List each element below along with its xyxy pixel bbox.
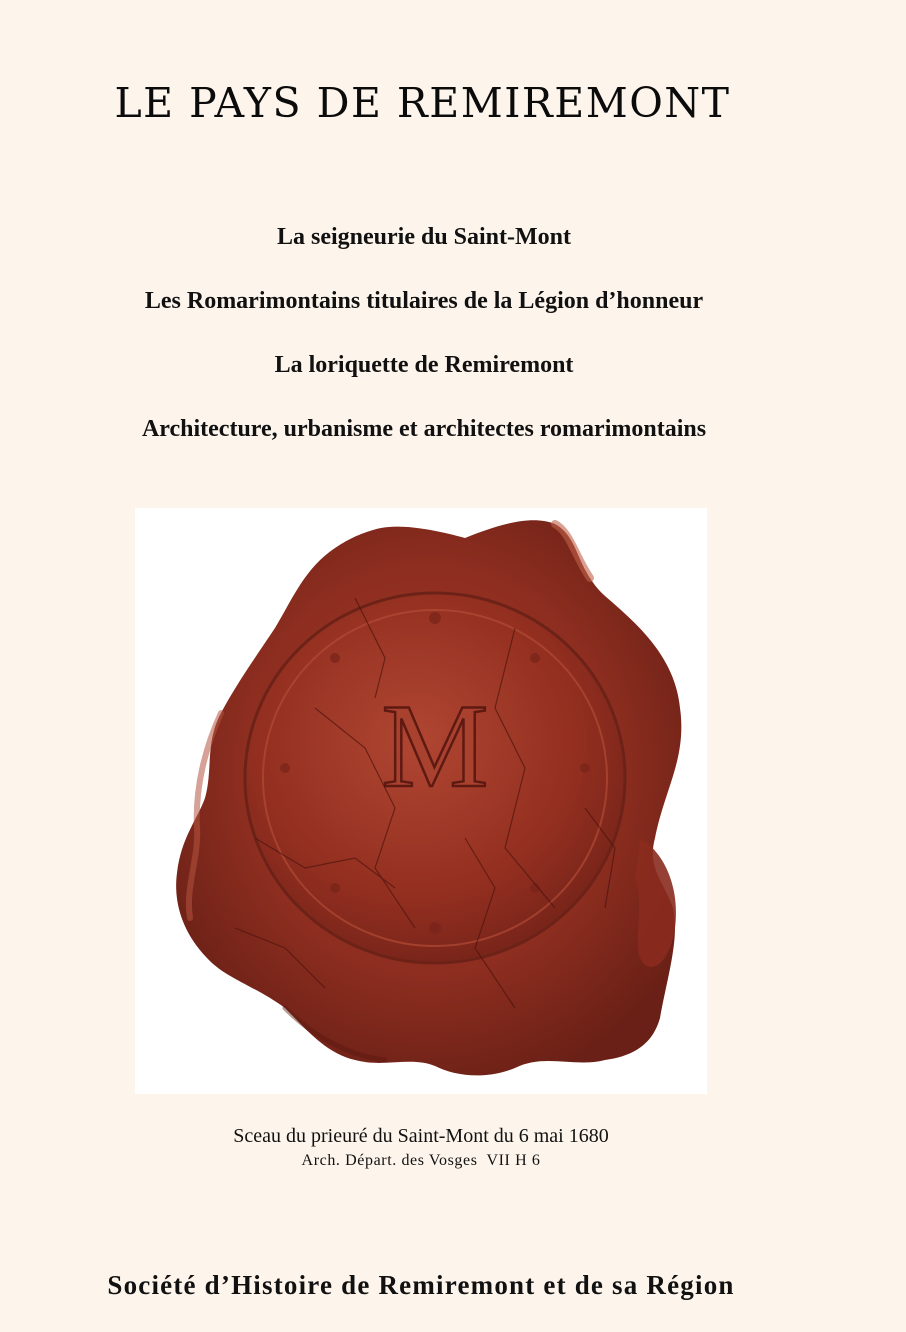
cover-title: LE PAYS DE REMIREMONT xyxy=(114,79,731,128)
seal-caption: Sceau du prieuré du Saint-Mont du 6 mai 1680 xyxy=(233,1125,609,1147)
wax-seal-photo xyxy=(135,508,707,1094)
contents-item: Architecture, urbanisme et architectes romarimontains xyxy=(141,416,707,442)
publisher-name: Société d’Histoire de Remiremont et de sa Région xyxy=(107,1270,735,1300)
contents-item: Les Romarimontains titulaires de la Légion d’honneur xyxy=(144,288,704,314)
seal-source: Arch. Départ. des Vosges VII H 6 xyxy=(301,1152,541,1169)
contents-list xyxy=(0,220,848,476)
seal-monogram: M xyxy=(381,679,489,812)
contents-item: La seigneurie du Saint-Mont xyxy=(276,224,572,250)
contents-item: La loriquette de Remiremont xyxy=(274,352,574,378)
wax-seal-illustration xyxy=(135,508,707,1094)
